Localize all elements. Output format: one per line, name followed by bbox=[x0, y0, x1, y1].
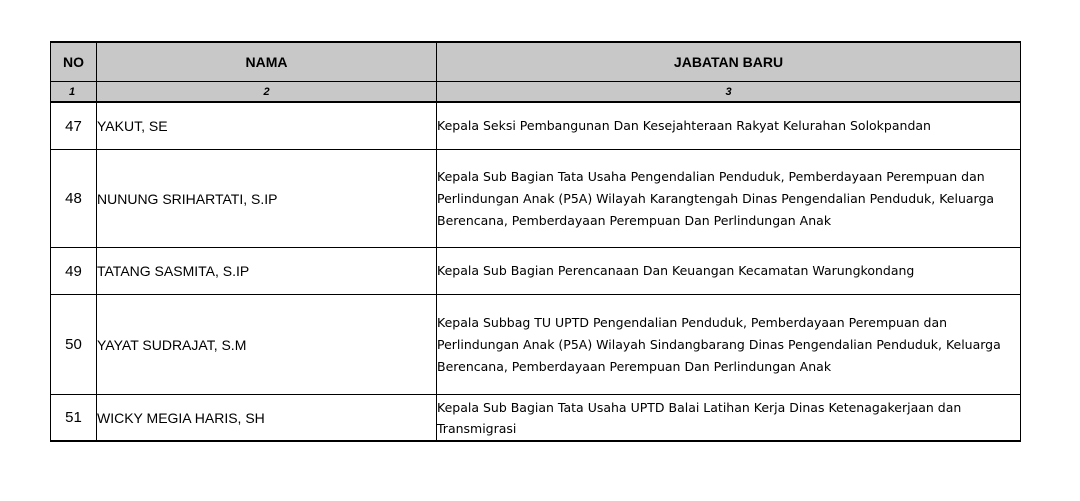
header-jabatan: JABATAN BARU bbox=[437, 42, 1021, 82]
row-number: 51 bbox=[51, 395, 97, 442]
employee-name: YAKUT, SE bbox=[97, 102, 437, 150]
employee-name: TATANG SASMITA, S.IP bbox=[97, 248, 437, 295]
row-number: 50 bbox=[51, 295, 97, 395]
new-position: Kepala Seksi Pembangunan Dan Kesejahteraan Rakyat Kelurahan Solokpandan bbox=[437, 102, 1021, 150]
employee-name: WICKY MEGIA HARIS, SH bbox=[97, 395, 437, 442]
table-row bbox=[51, 150, 1021, 248]
row-number: 49 bbox=[51, 248, 97, 295]
header-nama: NAMA bbox=[97, 42, 437, 82]
employee-name: YAYAT SUDRAJAT, S.M bbox=[97, 295, 437, 395]
column-number-row bbox=[51, 82, 1021, 103]
new-position: Kepala Sub Bagian Tata Usaha UPTD Balai Latihan Kerja Dinas Ketenagakerjaan dan Transmigrasi bbox=[437, 395, 1021, 442]
table-row bbox=[51, 295, 1021, 395]
table-row bbox=[51, 102, 1021, 150]
column-number-no: 1 bbox=[51, 82, 97, 103]
header-row bbox=[51, 42, 1021, 82]
new-position: Kepala Sub Bagian Tata Usaha Pengendalian Penduduk, Pemberdayaan Perempuan dan Perlindungan Anak (P5A) Wilayah Karangtengah Dinas Pengendalian Penduduk, Keluarga Berencana, Pemberdayaan Perempuan Dan Perlindungan Anak bbox=[437, 150, 1021, 248]
header-no: NO bbox=[51, 42, 97, 82]
row-number: 48 bbox=[51, 150, 97, 248]
table-row bbox=[51, 248, 1021, 295]
row-number: 47 bbox=[51, 102, 97, 150]
new-position: Kepala Sub Bagian Perencanaan Dan Keuangan Kecamatan Warungkondang bbox=[437, 248, 1021, 295]
column-number-nama: 2 bbox=[97, 82, 437, 103]
column-number-jabatan: 3 bbox=[437, 82, 1021, 103]
employee-name: NUNUNG SRIHARTATI, S.IP bbox=[97, 150, 437, 248]
position-table bbox=[50, 41, 1021, 442]
new-position: Kepala Subbag TU UPTD Pengendalian Penduduk, Pemberdayaan Perempuan dan Perlindungan Anak (P5A) Wilayah Sindangbarang Dinas Pengendalian Penduduk, Keluarga Berencana, Pemberdayaan Perempuan Dan Perlindungan Anak bbox=[437, 295, 1021, 395]
table-row bbox=[51, 395, 1021, 442]
